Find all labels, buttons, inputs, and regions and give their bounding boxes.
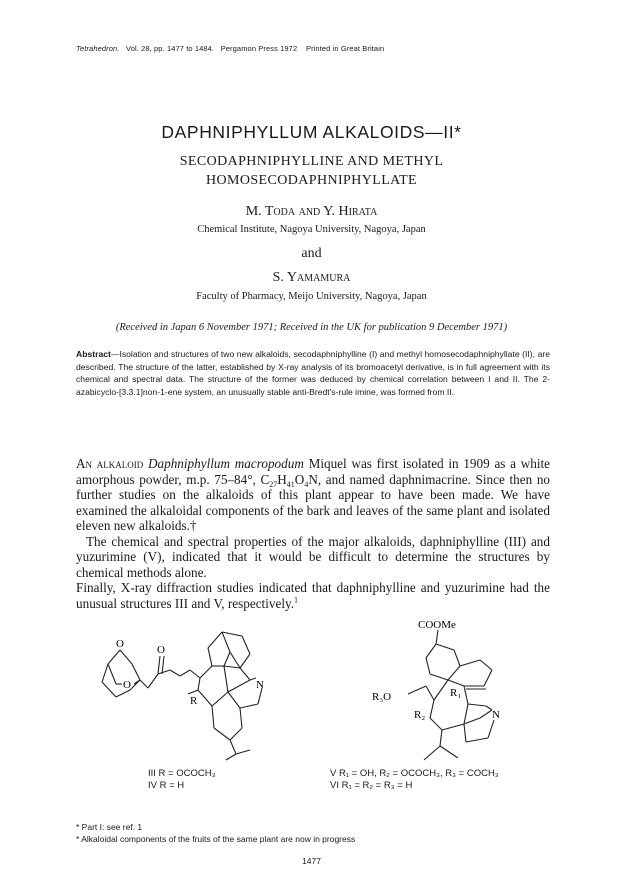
footnote-1: * Part I: see ref. 1 (76, 822, 143, 832)
and-separator: and (301, 246, 322, 261)
authors-group-1: M. Toda and Y. Hirata (245, 204, 378, 219)
formula-sub-h: 41 (286, 479, 295, 489)
subtitle-line-2: HOMOSECODAPHNIPHYLLATE (205, 173, 418, 188)
formula-sub-c: 27 (269, 479, 278, 489)
abstract (76, 348, 550, 398)
paragraph-1 (76, 456, 550, 534)
paper-subtitle (0, 152, 623, 190)
atom-o-ketal-top: O (116, 638, 124, 650)
paragraph-3-text: Finally, X-ray diffraction studies indicated that daphniphylline and yuzurimine had the unusual structures III and V, respectively. (76, 580, 550, 611)
atom-r2: R₂ (414, 709, 426, 721)
paragraph-2: The chemical and spectral properties of the major alkaloids, daphniphylline (III) and yuzurimine (V), indicated that it would be difficult to determine the structures by chemical methods alone. (76, 533, 550, 580)
subtitle-line-1: SECODAPHNIPHYLLINE AND METHYL (179, 154, 444, 169)
label-VI: VI R₁ = R₂ = R₃ = H (330, 779, 413, 791)
body-text (76, 456, 550, 611)
footnote-2: * Alkaloidal components of the fruits of the same plant are now in progress (76, 833, 356, 844)
journal-name: Tetrahedron. (76, 44, 120, 53)
paragraph-1-text-a: Miquel was first isolated in 1909 as a white amorphous powder, m.p. 75–84°, C (76, 456, 551, 487)
publisher: Pergamon Press 1972 (220, 44, 298, 53)
atom-o-ketal-ring: O (123, 679, 131, 691)
formula-sub-o: 4 (304, 479, 309, 489)
paper-title: DAPHNIPHYLLUM ALKALOIDS—II* (161, 122, 462, 142)
paragraph-1-text-b: N, and named daphnimacrine. Since then no further studies on the alkaloids of this plant appear to have been made. We have examined the alkaloidal components of the bark and leaves of the same plant and isolated eleven new alkaloids.† (76, 471, 551, 533)
printed-in: Printed in Great Britain (305, 44, 385, 53)
right-structure-labels (330, 768, 499, 791)
atom-o-ketone: O (157, 644, 165, 656)
formula-h: H (277, 471, 287, 487)
atom-r-left: R (190, 695, 198, 707)
atom-coome: COOMe (418, 619, 456, 631)
formula-o: O (294, 471, 305, 487)
authors-group-2: S. Yamamura (272, 270, 351, 285)
label-III: III R = OCOCH₃ (148, 768, 216, 779)
footnotes (76, 822, 355, 845)
reference-marker: 1 (294, 595, 299, 605)
atom-n-left: N (256, 679, 264, 691)
abstract-label: Abstract (76, 349, 111, 359)
label-V: V R₁ = OH, R₂ = OCOCH₃, R₃ = COCH₃ (330, 768, 499, 779)
structure-daphniphylline (90, 622, 290, 762)
received-dates: (Received in Japan 6 November 1971; Received in the UK for publication 9 December 1971) (115, 322, 508, 333)
abstract-text: —Isolation and structures of two new alkaloids, secodaphniphylline (I) and methyl homosecodaphniphyllate (II), are described. The structure of the latter, established by X-ray analysis of its bromoacetyl derivative, is in full agreement with its chemical and spectral data. The structure of the former was deduced by chemical correlation between I and II. The 2-azabicyclo-[3.3.1]non-1-ene system, an unusually stable anti-Bredt's-rule imine, was formed from II. (76, 349, 550, 397)
affiliation-2: Faculty of Pharmacy, Meijo University, Nagoya, Japan (196, 291, 427, 302)
citation: Vol. 28, pp. 1477 to 1484. (126, 44, 215, 53)
structure-yuzurimine (368, 614, 538, 764)
label-IV: IV R = H (148, 779, 185, 791)
left-structure-labels (148, 768, 215, 791)
atom-n-right: N (492, 709, 500, 721)
paragraph-1-lead: An alkaloid (76, 456, 144, 471)
atom-r1: R₁ (450, 687, 462, 699)
journal-header (76, 44, 384, 53)
affiliation-1: Chemical Institute, Nagoya University, Nagoya, Japan (197, 224, 426, 235)
species-name: Daphniphyllum macropodum (147, 456, 304, 471)
atom-r3o: R₃O (372, 691, 392, 703)
paragraph-3 (76, 580, 550, 611)
page-number: 1477 (302, 856, 321, 866)
